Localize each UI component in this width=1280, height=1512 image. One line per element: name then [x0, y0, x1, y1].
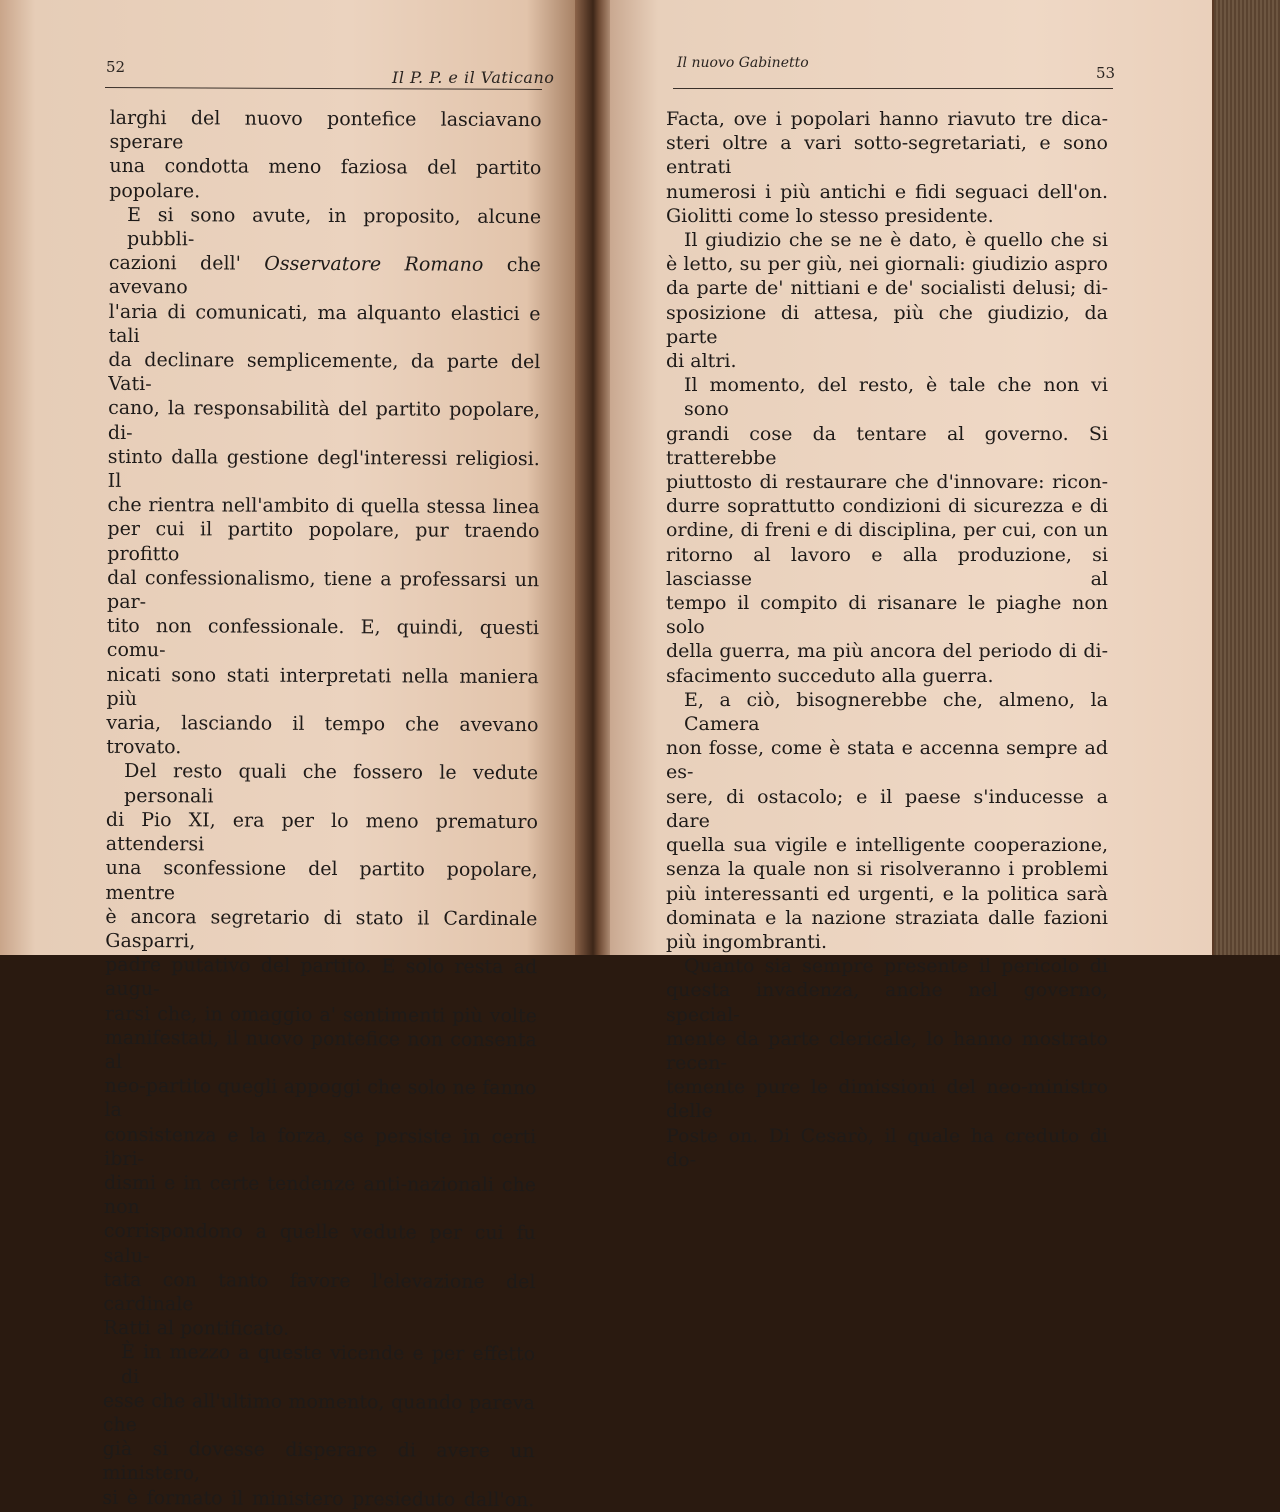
text-line: piuttosto di restaurare che d'innovare: ricon- — [666, 471, 1108, 494]
text-line: Ratti al pontificato. — [103, 1317, 290, 1340]
text-line: grandi cose da tentare al governo. Si tratterebbe — [666, 422, 1108, 469]
text-line: da parte de' nittiani e de' socialisti delusi; di- — [666, 277, 1108, 300]
text-line: tito non confessionale. E, quindi, questi comu- — [106, 615, 540, 662]
text-line: E, a ciò, bisognerebbe che, almeno, la Camera — [684, 688, 1108, 736]
text-line: rarsi che, in omaggio a' sentimenti più volte — [104, 1002, 537, 1027]
text-line: Il giudizio che se ne è dato, è quello che si — [684, 229, 1108, 252]
running-head: Il P. P. e il Vaticano — [392, 68, 555, 87]
text-line: più interessanti ed urgenti, e la politica sarà — [666, 882, 1108, 905]
text-line: dismi e in certe tendenze anti-nazionali che non — [103, 1171, 537, 1219]
text-line: nicati sono stati interpretati nella maniera più — [106, 663, 539, 710]
text-line: non fosse, come è stata e accenna sempre ad es- — [666, 737, 1108, 784]
text-line: Poste on. Di Cesarò, il quale ha creduto di do- — [666, 1124, 1108, 1171]
text-line: cano, la responsabilità del partito popolare, di- — [107, 397, 541, 444]
text-line: già si dovesse disperare di avere un ministero, — [102, 1438, 535, 1485]
italic-title: Osservatore Romano — [264, 252, 484, 277]
text-line: ordine, di freni e di disciplina, per cui, con un — [666, 519, 1108, 542]
book-page-edges — [1214, 0, 1280, 955]
text-line: esse che all'ultimo momento, quando pareva che — [102, 1389, 535, 1437]
right-page — [610, 0, 1214, 1171]
text-line: sposizione di attesa, più che giudizio, da parte — [666, 301, 1108, 348]
text-line: tata con tanto favore l'elevazione del cardinale — [103, 1268, 536, 1316]
text-line: tempo il compito di risanare le piaghe non solo — [666, 592, 1108, 639]
text-segment: che avevano — [108, 254, 541, 299]
text-line: questa invadenza, anche nel governo, special- — [666, 979, 1108, 1026]
text-line: neo-partito quegli appoggi che solo ne fanno la — [104, 1074, 537, 1122]
body-text — [666, 107, 1108, 1172]
text-line: Del resto quali che fossero le vedute personali — [124, 760, 539, 808]
running-head: Il nuovo Gabinetto — [677, 55, 809, 71]
text-line: steri oltre a vari sotto-segretariati, e sono entrati — [666, 132, 1108, 179]
text-line: da declinare semplicemente, da parte del Vati- — [108, 348, 541, 396]
text-line: è ancora segretario di stato il Cardinale Gasparri, — [105, 905, 538, 953]
page-number: 53 — [1096, 64, 1116, 82]
page-number: 52 — [106, 58, 126, 76]
text-line: temente pure le dimissioni del neo-ministro delle — [666, 1076, 1108, 1123]
text-line: è letto, su per giù, nei giornali: giudizio aspro — [666, 253, 1108, 276]
text-line: l'aria di comunicati, ma alquanto elastici e tali — [108, 300, 541, 347]
text-line: senza la quale non si risolveranno i problemi — [666, 858, 1108, 881]
text-line: consistenza e la forza, se persiste in certi ibri- — [104, 1123, 537, 1170]
text-line: quella sua vigile e intelligente cooperazione, — [666, 834, 1108, 857]
text-line: ritorno al lavoro e alla produzione, si lasciasse al — [666, 543, 1108, 590]
text-line: E si sono avute, in proposito, alcune pubbli- — [126, 203, 542, 251]
text-line: sere, di ostacolo; e il paese s'inducesse a dare — [666, 785, 1108, 832]
text-line: stinto dalla gestione degl'interessi religiosi. Il — [107, 445, 540, 492]
header-rule — [105, 87, 542, 90]
text-line: manifestati, il nuovo pontefice non consenta al — [104, 1026, 537, 1073]
text-line: Quanto sia sempre presente il pericolo di — [684, 955, 1108, 978]
text-line: Facta, ove i popolari hanno riavuto tre dica- — [666, 108, 1108, 130]
text-line: padre putativo del partito. E solo resta ad augu- — [104, 953, 538, 1001]
text-line: Il momento, del resto, è tale che non vi sono — [684, 374, 1108, 421]
text-line: durre soprattutto condizioni di sicurezza e di — [666, 495, 1108, 518]
header-rule — [673, 88, 1113, 89]
text-line: larghi del nuovo pontefice lasciavano sperare — [109, 106, 542, 154]
text-segment: cazioni dell' — [108, 252, 265, 275]
text-line: dal confessionalismo, tiene a professarsi un par- — [107, 566, 540, 614]
text-line: mente da parte clericale, lo hanno mostrato recen- — [666, 1027, 1108, 1074]
text-line: di altri. — [666, 350, 737, 373]
text-line: una condotta meno faziosa del partito popolare. — [109, 155, 542, 202]
text-line: Giolitti come lo stesso presidente. — [666, 204, 994, 227]
text-line: della guerra, ma più ancora del periodo di di- — [666, 640, 1108, 663]
text-line: di Pio XI, era per lo meno prematuro attendersi — [105, 808, 538, 856]
text-line — [109, 251, 541, 302]
text-line: sfacimento succeduto alla guerra. — [666, 664, 994, 687]
text-line: varia, lasciando il tempo che avevano trovato. — [106, 711, 539, 759]
left-page — [0, 0, 585, 1511]
text-line: che rientra nell'ambito di quella stessa linea — [107, 494, 540, 519]
text-line: È in mezzo a queste vicende e per effetto di — [120, 1341, 536, 1388]
body-text — [102, 106, 541, 1512]
text-line: più ingombranti. — [666, 930, 828, 953]
text-line: per cui il partito popolare, pur traendo profitto — [107, 518, 540, 565]
text-line: una sconfessione del partito popolare, mentre — [105, 857, 538, 904]
text-line: si è formato il ministero presieduto dall'on. — [102, 1486, 535, 1511]
book-gutter — [575, 0, 615, 955]
text-line: corrispondono a quelle vedute per cui fu salu- — [103, 1220, 536, 1267]
text-line: dominata e la nazione straziata dalle fazioni — [666, 906, 1108, 929]
text-line: numerosi i più antichi e fidi seguaci dell'on. — [666, 180, 1108, 203]
